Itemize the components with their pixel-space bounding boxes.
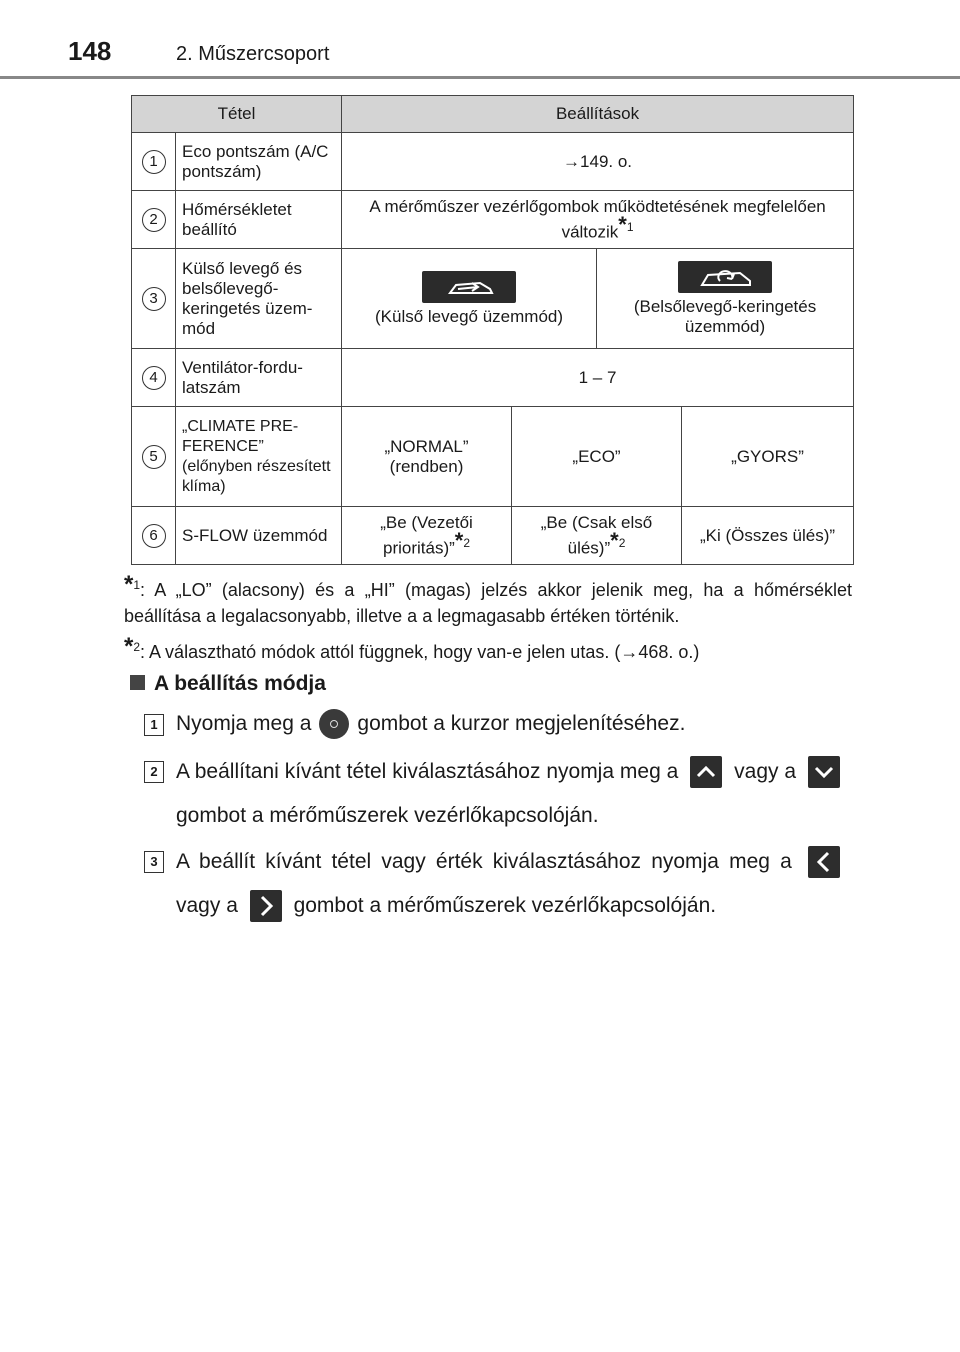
column-header-settings: Beállítások	[342, 96, 854, 133]
setting-value: A mérőműszer vezérlőgombok működtetésének megfelelően változik	[369, 196, 826, 242]
mode-label: (Belsőlevegő-keringetés üzemmód)	[633, 296, 817, 336]
footnote-text: : A „LO” (alacsony) és a „HI” (magas) jelzés akkor jelenik meg, ha a hőmérséklet beállítása a legalacsonyabb, illetve a a legmagasabb értéken történik.	[124, 580, 852, 626]
footnote-ref: 1	[626, 219, 634, 234]
footnote-1: *$^1$: A „LO” (alacsony) és a „HI” (magas) jelzés akkor jelenik meg, ha a hőmérséklet beállítása a legalacsonyabb, illetve a a legmagasabb értéken történik.	[124, 571, 852, 626]
table-row	[132, 407, 854, 507]
recirculation-icon	[678, 261, 772, 293]
footnote-star: *	[454, 527, 464, 553]
square-bullet-icon	[130, 675, 145, 690]
step-1: Nyomja meg a gombot a kurzor megjelenítéséhez.	[144, 702, 846, 746]
option-gyors: „GYORS”	[682, 407, 854, 507]
option-front-only: „Be (Csak első ülés)”	[540, 512, 653, 558]
table-header-row	[132, 96, 854, 133]
right-button-icon	[250, 890, 282, 922]
table-row	[132, 249, 854, 349]
row-number: 6	[142, 524, 166, 548]
step-number: 1	[144, 714, 164, 736]
header-divider	[0, 76, 960, 79]
down-button-icon	[808, 756, 840, 788]
setting-value: 1 – 7	[342, 349, 854, 407]
row-number: 3	[142, 287, 166, 311]
footnote-2: *$^2$: A választható módok attól függnek, hogy van-e jelen utas. (→468. o.)	[124, 633, 700, 662]
settings-table	[131, 95, 854, 565]
row-number: 4	[142, 366, 166, 390]
item-label: Eco pontszám (A/C pontszám)	[176, 133, 342, 191]
step-number: 2	[144, 761, 164, 783]
table-row	[132, 133, 854, 191]
page-header	[0, 0, 960, 80]
footnote-mark: 2	[133, 640, 141, 654]
left-button-icon	[808, 846, 840, 878]
mode-label: (Külső levegő üzemmód)	[375, 306, 564, 326]
setting-value: →149. o.	[342, 133, 854, 191]
item-label: S-FLOW üzemmód	[176, 507, 342, 565]
footnote-star: *	[610, 527, 619, 553]
column-header-item: Tétel	[132, 96, 342, 133]
footnote-mark: 1	[133, 578, 141, 592]
chapter-title: 2. Műszercsoport	[176, 43, 330, 65]
select-button-icon	[319, 709, 349, 739]
footnote-ref: 2	[618, 535, 626, 550]
option-eco: „ECO”	[512, 407, 682, 507]
row-number: 5	[142, 445, 166, 469]
table-row	[132, 191, 854, 249]
table-row	[132, 507, 854, 565]
step-number: 3	[144, 851, 164, 873]
item-label: „CLIMATE PREFERENCE”	[182, 417, 299, 455]
option-normal: „NORMAL” (rendben)	[342, 407, 512, 507]
step-3: A beállít kívánt tétel vagy érték kiválasztásához nyomja meg a vagy a gombot a mérőműszerek vezérlőkapcsolóján.	[144, 840, 846, 928]
option-off: „Ki (Összes ülés)”	[682, 507, 854, 565]
footnote-text: : A választható módok attól függnek, hogy van-e jelen utas. (→468. o.)	[140, 642, 700, 662]
step-2: A beállítani kívánt tétel kiválasztásához nyomja meg a vagy a gombot a mérőműszerek vezérlőkapcsolóján.	[144, 750, 846, 838]
item-label: Külső levegő és belsőlevegő-keringetés üzemmód	[176, 249, 342, 349]
table-row	[132, 349, 854, 407]
item-label: Ventilátor-fordulatszám	[176, 349, 342, 407]
row-number: 2	[142, 208, 166, 232]
page-number: 148	[68, 36, 112, 66]
row-number: 1	[142, 150, 166, 174]
item-label: Hőmérsékletet beállító	[176, 191, 342, 249]
option-driver-priority: „Be (Vezetői prioritás)”	[380, 512, 473, 558]
up-button-icon	[690, 756, 722, 788]
footnote-ref: 2	[463, 535, 471, 550]
outside-air-icon	[422, 271, 516, 303]
footnote-star: *	[618, 211, 627, 237]
section-heading: A beállítás módja	[130, 672, 326, 696]
item-sublabel: (előnyben részesített klíma)	[182, 457, 331, 495]
